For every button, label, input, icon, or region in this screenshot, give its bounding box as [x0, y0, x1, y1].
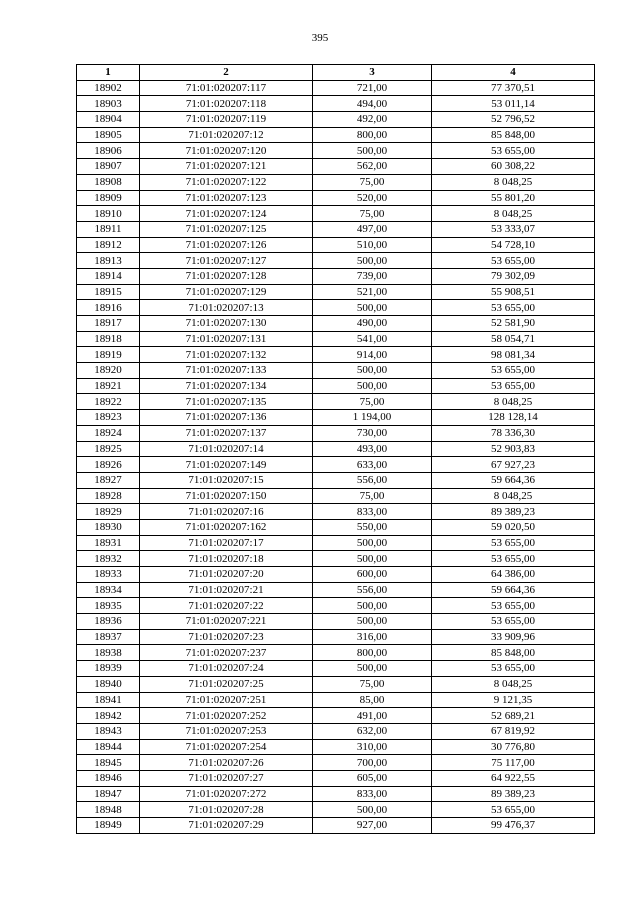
- table-cell: 491,00: [313, 708, 432, 724]
- table-cell: 9 121,35: [432, 692, 595, 708]
- table-cell: 71:01:020207:126: [140, 237, 313, 253]
- table-cell: 52 581,90: [432, 316, 595, 332]
- table-cell: 53 655,00: [432, 614, 595, 630]
- table-cell: 71:01:020207:237: [140, 645, 313, 661]
- table-cell: 128 128,14: [432, 410, 595, 426]
- table-cell: 500,00: [313, 802, 432, 818]
- table-cell: 71:01:020207:12: [140, 127, 313, 143]
- table-cell: 55 801,20: [432, 190, 595, 206]
- table-cell: 730,00: [313, 425, 432, 441]
- table-cell: 500,00: [313, 535, 432, 551]
- table-cell: 71:01:020207:26: [140, 755, 313, 771]
- table-row: [77, 739, 595, 755]
- table-cell: 54 728,10: [432, 237, 595, 253]
- table-cell: 53 655,00: [432, 143, 595, 159]
- table-cell: 18926: [77, 457, 140, 473]
- table-cell: 8 048,25: [432, 174, 595, 190]
- table-cell: 71:01:020207:128: [140, 268, 313, 284]
- table-row: [77, 535, 595, 551]
- table-cell: 71:01:020207:27: [140, 770, 313, 786]
- table-cell: 927,00: [313, 818, 432, 834]
- table-row: [77, 723, 595, 739]
- table-cell: 71:01:020207:16: [140, 504, 313, 520]
- table-row: [77, 567, 595, 583]
- table-cell: 71:01:020207:253: [140, 723, 313, 739]
- table-cell: 18920: [77, 363, 140, 379]
- table-cell: 8 048,25: [432, 206, 595, 222]
- table-cell: 18938: [77, 645, 140, 661]
- table-row: [77, 629, 595, 645]
- table-cell: 53 655,00: [432, 661, 595, 677]
- table-row: [77, 488, 595, 504]
- table-row: [77, 331, 595, 347]
- table-cell: 18906: [77, 143, 140, 159]
- table-cell: 18903: [77, 96, 140, 112]
- column-header: 2: [140, 65, 313, 81]
- table-cell: 99 476,37: [432, 818, 595, 834]
- table-cell: 500,00: [313, 253, 432, 269]
- table-cell: 500,00: [313, 143, 432, 159]
- table-cell: 8 048,25: [432, 676, 595, 692]
- table-cell: 18930: [77, 519, 140, 535]
- table-cell: 18924: [77, 425, 140, 441]
- table-cell: 59 020,50: [432, 519, 595, 535]
- table-cell: 53 655,00: [432, 378, 595, 394]
- table-cell: 71:01:020207:17: [140, 535, 313, 551]
- table-cell: 53 655,00: [432, 300, 595, 316]
- column-header: 4: [432, 65, 595, 81]
- table-cell: 71:01:020207:162: [140, 519, 313, 535]
- table-cell: 633,00: [313, 457, 432, 473]
- table-cell: 18923: [77, 410, 140, 426]
- table-cell: 71:01:020207:120: [140, 143, 313, 159]
- table-cell: 71:01:020207:136: [140, 410, 313, 426]
- table-cell: 800,00: [313, 645, 432, 661]
- table-row: [77, 410, 595, 426]
- table-cell: 18947: [77, 786, 140, 802]
- table-cell: 71:01:020207:24: [140, 661, 313, 677]
- table-row: [77, 441, 595, 457]
- table-cell: 18928: [77, 488, 140, 504]
- table-cell: 75,00: [313, 488, 432, 504]
- table-row: [77, 300, 595, 316]
- table-cell: 18932: [77, 551, 140, 567]
- table-row: [77, 316, 595, 332]
- table-cell: 67 819,92: [432, 723, 595, 739]
- table-cell: 500,00: [313, 378, 432, 394]
- column-header: 3: [313, 65, 432, 81]
- table-cell: 800,00: [313, 127, 432, 143]
- table-row: [77, 504, 595, 520]
- table-cell: 18945: [77, 755, 140, 771]
- table-cell: 75,00: [313, 206, 432, 222]
- table-row: [77, 708, 595, 724]
- table-row: [77, 645, 595, 661]
- table-cell: 500,00: [313, 551, 432, 567]
- table-cell: 18916: [77, 300, 140, 316]
- table-cell: 521,00: [313, 284, 432, 300]
- table-cell: 18914: [77, 268, 140, 284]
- table-cell: 18918: [77, 331, 140, 347]
- table-row: [77, 112, 595, 128]
- table-row: [77, 802, 595, 818]
- table-row: [77, 284, 595, 300]
- table-cell: 71:01:020207:137: [140, 425, 313, 441]
- table-cell: 53 655,00: [432, 802, 595, 818]
- table-cell: 541,00: [313, 331, 432, 347]
- table-cell: 550,00: [313, 519, 432, 535]
- table-cell: 18910: [77, 206, 140, 222]
- table-cell: 18949: [77, 818, 140, 834]
- table-cell: 605,00: [313, 770, 432, 786]
- table-cell: 500,00: [313, 363, 432, 379]
- table-cell: 53 655,00: [432, 598, 595, 614]
- table-row: [77, 206, 595, 222]
- table-cell: 914,00: [313, 347, 432, 363]
- table-cell: 18907: [77, 159, 140, 175]
- table-row: [77, 692, 595, 708]
- table-row: [77, 143, 595, 159]
- table-cell: 556,00: [313, 472, 432, 488]
- table-cell: 53 655,00: [432, 535, 595, 551]
- table-cell: 71:01:020207:23: [140, 629, 313, 645]
- table-cell: 833,00: [313, 504, 432, 520]
- table-cell: 71:01:020207:149: [140, 457, 313, 473]
- table-cell: 71:01:020207:254: [140, 739, 313, 755]
- table-cell: 71:01:020207:18: [140, 551, 313, 567]
- table-cell: 520,00: [313, 190, 432, 206]
- table-header-row: [77, 65, 595, 81]
- table-cell: 59 664,36: [432, 472, 595, 488]
- table-cell: 71:01:020207:251: [140, 692, 313, 708]
- table-cell: 18934: [77, 582, 140, 598]
- table-cell: 18912: [77, 237, 140, 253]
- column-header: 1: [77, 65, 140, 81]
- table-row: [77, 472, 595, 488]
- table-cell: 18904: [77, 112, 140, 128]
- table-cell: 71:01:020207:118: [140, 96, 313, 112]
- table-cell: 1 194,00: [313, 410, 432, 426]
- table-cell: 71:01:020207:132: [140, 347, 313, 363]
- table-cell: 52 796,52: [432, 112, 595, 128]
- table-cell: 490,00: [313, 316, 432, 332]
- table-cell: 71:01:020207:134: [140, 378, 313, 394]
- table-row: [77, 378, 595, 394]
- table-cell: 89 389,23: [432, 786, 595, 802]
- table-cell: 75,00: [313, 394, 432, 410]
- table-cell: 85,00: [313, 692, 432, 708]
- table-cell: 833,00: [313, 786, 432, 802]
- table-cell: 33 909,96: [432, 629, 595, 645]
- table-row: [77, 96, 595, 112]
- table-cell: 18948: [77, 802, 140, 818]
- table-cell: 71:01:020207:125: [140, 221, 313, 237]
- table-row: [77, 661, 595, 677]
- table-cell: 700,00: [313, 755, 432, 771]
- table-cell: 71:01:020207:150: [140, 488, 313, 504]
- table-cell: 632,00: [313, 723, 432, 739]
- table-cell: 71:01:020207:119: [140, 112, 313, 128]
- table-row: [77, 190, 595, 206]
- table-cell: 53 655,00: [432, 253, 595, 269]
- table-cell: 494,00: [313, 96, 432, 112]
- table-cell: 71:01:020207:29: [140, 818, 313, 834]
- table-cell: 556,00: [313, 582, 432, 598]
- table-cell: 98 081,34: [432, 347, 595, 363]
- table-cell: 18902: [77, 80, 140, 96]
- table-cell: 53 011,14: [432, 96, 595, 112]
- table-cell: 500,00: [313, 614, 432, 630]
- table-cell: 18937: [77, 629, 140, 645]
- table-row: [77, 551, 595, 567]
- table-cell: 55 908,51: [432, 284, 595, 300]
- table-cell: 71:01:020207:122: [140, 174, 313, 190]
- table-cell: 60 308,22: [432, 159, 595, 175]
- table-cell: 18941: [77, 692, 140, 708]
- table-cell: 71:01:020207:131: [140, 331, 313, 347]
- table-cell: 18931: [77, 535, 140, 551]
- table-cell: 18944: [77, 739, 140, 755]
- table-cell: 71:01:020207:117: [140, 80, 313, 96]
- table-cell: 89 389,23: [432, 504, 595, 520]
- table-row: [77, 221, 595, 237]
- table-cell: 52 903,83: [432, 441, 595, 457]
- table-cell: 562,00: [313, 159, 432, 175]
- table-cell: 510,00: [313, 237, 432, 253]
- table-cell: 71:01:020207:130: [140, 316, 313, 332]
- table-cell: 18936: [77, 614, 140, 630]
- table-cell: 71:01:020207:133: [140, 363, 313, 379]
- page-number: 395: [311, 32, 329, 44]
- table-cell: 18925: [77, 441, 140, 457]
- table-cell: 497,00: [313, 221, 432, 237]
- table-cell: 18921: [77, 378, 140, 394]
- table-row: [77, 268, 595, 284]
- table-row: [77, 818, 595, 834]
- table-cell: 18940: [77, 676, 140, 692]
- table-cell: 18917: [77, 316, 140, 332]
- table-row: [77, 159, 595, 175]
- data-table: [76, 64, 595, 834]
- table-row: [77, 363, 595, 379]
- table-cell: 53 333,07: [432, 221, 595, 237]
- table-cell: 52 689,21: [432, 708, 595, 724]
- table-cell: 8 048,25: [432, 394, 595, 410]
- table-cell: 600,00: [313, 567, 432, 583]
- table-cell: 75,00: [313, 174, 432, 190]
- table-cell: 71:01:020207:25: [140, 676, 313, 692]
- table-row: [77, 425, 595, 441]
- table-cell: 18935: [77, 598, 140, 614]
- table-cell: 78 336,30: [432, 425, 595, 441]
- table-cell: 71:01:020207:22: [140, 598, 313, 614]
- table-cell: 18915: [77, 284, 140, 300]
- table-cell: 71:01:020207:13: [140, 300, 313, 316]
- table-row: [77, 676, 595, 692]
- table-row: [77, 755, 595, 771]
- table-cell: 30 776,80: [432, 739, 595, 755]
- table-row: [77, 770, 595, 786]
- table-cell: 310,00: [313, 739, 432, 755]
- table-cell: 71:01:020207:21: [140, 582, 313, 598]
- table-cell: 71:01:020207:135: [140, 394, 313, 410]
- table-cell: 71:01:020207:20: [140, 567, 313, 583]
- table-row: [77, 519, 595, 535]
- table-cell: 721,00: [313, 80, 432, 96]
- table-cell: 18942: [77, 708, 140, 724]
- table-cell: 18943: [77, 723, 140, 739]
- table-row: [77, 457, 595, 473]
- table-row: [77, 582, 595, 598]
- table-cell: 79 302,09: [432, 268, 595, 284]
- table-cell: 316,00: [313, 629, 432, 645]
- table-cell: 71:01:020207:28: [140, 802, 313, 818]
- table-cell: 71:01:020207:129: [140, 284, 313, 300]
- table-cell: 71:01:020207:221: [140, 614, 313, 630]
- table-cell: 18908: [77, 174, 140, 190]
- table-cell: 53 655,00: [432, 551, 595, 567]
- table-cell: 71:01:020207:252: [140, 708, 313, 724]
- table-cell: 64 922,55: [432, 770, 595, 786]
- table-cell: 85 848,00: [432, 127, 595, 143]
- table-cell: 67 927,23: [432, 457, 595, 473]
- table-cell: 71:01:020207:124: [140, 206, 313, 222]
- table-cell: 492,00: [313, 112, 432, 128]
- table-cell: 18909: [77, 190, 140, 206]
- table-cell: 18911: [77, 221, 140, 237]
- table-cell: 71:01:020207:121: [140, 159, 313, 175]
- table-cell: 77 370,51: [432, 80, 595, 96]
- table-cell: 18922: [77, 394, 140, 410]
- table-cell: 18913: [77, 253, 140, 269]
- table-row: [77, 614, 595, 630]
- table-cell: 71:01:020207:14: [140, 441, 313, 457]
- table-cell: 18905: [77, 127, 140, 143]
- table-row: [77, 598, 595, 614]
- table-cell: 58 054,71: [432, 331, 595, 347]
- table-cell: 500,00: [313, 661, 432, 677]
- table-cell: 500,00: [313, 598, 432, 614]
- table-row: [77, 253, 595, 269]
- table-cell: 53 655,00: [432, 363, 595, 379]
- table-cell: 18946: [77, 770, 140, 786]
- table-cell: 75,00: [313, 676, 432, 692]
- table-cell: 64 386,00: [432, 567, 595, 583]
- table-cell: 18929: [77, 504, 140, 520]
- table-row: [77, 237, 595, 253]
- table-cell: 59 664,36: [432, 582, 595, 598]
- table-cell: 493,00: [313, 441, 432, 457]
- table-row: [77, 394, 595, 410]
- table-cell: 71:01:020207:123: [140, 190, 313, 206]
- table-row: [77, 347, 595, 363]
- table-cell: 71:01:020207:127: [140, 253, 313, 269]
- table-cell: 18927: [77, 472, 140, 488]
- table-cell: 500,00: [313, 300, 432, 316]
- table-row: [77, 127, 595, 143]
- table-cell: 71:01:020207:15: [140, 472, 313, 488]
- table-cell: 18939: [77, 661, 140, 677]
- table-cell: 8 048,25: [432, 488, 595, 504]
- table-cell: 85 848,00: [432, 645, 595, 661]
- table-cell: 75 117,00: [432, 755, 595, 771]
- table-row: [77, 80, 595, 96]
- table-row: [77, 174, 595, 190]
- table-cell: 71:01:020207:272: [140, 786, 313, 802]
- table-row: [77, 786, 595, 802]
- table-body: [77, 80, 595, 833]
- table-cell: 739,00: [313, 268, 432, 284]
- table-cell: 18933: [77, 567, 140, 583]
- table-cell: 18919: [77, 347, 140, 363]
